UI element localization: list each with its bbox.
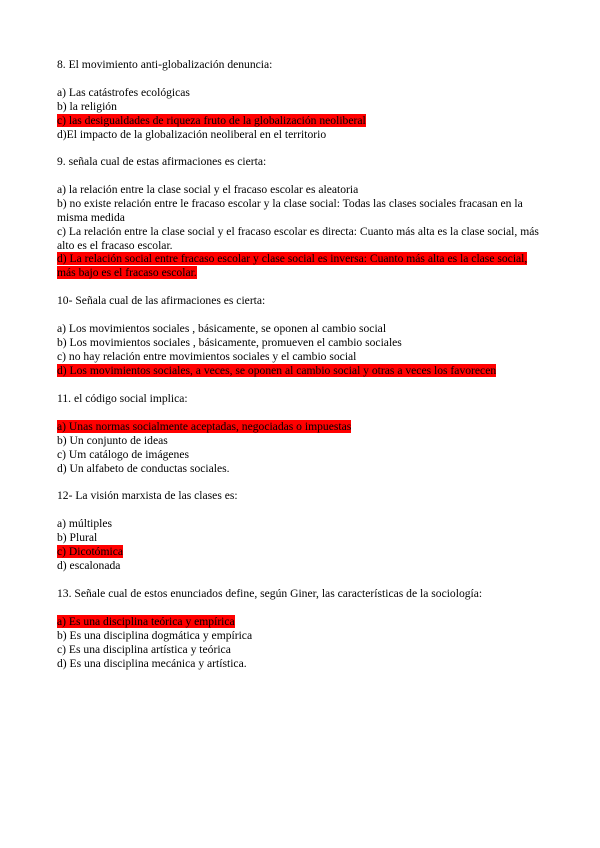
- answer-option-d: d) escalonada: [57, 558, 121, 572]
- answer-option-c: c) Es una disciplina artística y teórica: [57, 642, 231, 656]
- answer-option-c-highlighted: c) las desigualdades de riqueza fruto de la globalización neoliberal: [57, 113, 366, 127]
- answer-option-d: d) Es una disciplina mecánica y artística.: [57, 656, 247, 670]
- answer-option-c: c) La relación entre la clase social y el fracaso escolar es directa: Cuanto más alta es la clase social, más alto es el fracaso escolar.: [57, 224, 539, 252]
- question-stem: 9. señala cual de estas afirmaciones es cierta:: [57, 155, 267, 168]
- answer-option-b: b) la religión: [57, 99, 117, 113]
- answer-option-d-highlighted: d) La relación social entre fracaso escolar y clase social es inversa: Cuanto más alta es la clase social, más bajo es el fracaso escolar.: [57, 252, 528, 280]
- answer-option-a-highlighted: a) Es una disciplina teórica y empírica: [57, 614, 235, 628]
- answer-option-a: a) la relación entre la clase social y el fracaso escolar es aleatoria: [57, 182, 359, 196]
- answer-option-d-highlighted: d) Los movimientos sociales, a veces, se oponen al cambio social y otras a veces los favorecen: [57, 363, 497, 377]
- question-stem: 8. El movimiento anti-globalización denuncia:: [57, 58, 273, 71]
- answer-option-b: b) no existe relación entre le fracaso escolar y la clase social: Todas las clases sociales fracasan en la misma medida: [57, 196, 523, 224]
- question-8: [57, 58, 547, 142]
- question-10: [57, 294, 547, 378]
- answer-option-b: b) Es una disciplina dogmática y empírica: [57, 628, 253, 642]
- question-stem: 12- La visión marxista de las clases es:: [57, 489, 238, 502]
- answer-option-a: a) Los movimientos sociales , básicamente, se oponen al cambio social: [57, 321, 387, 335]
- answer-option-d: d)El impacto de la globalización neoliberal en el territorio: [57, 127, 327, 141]
- question-9: [57, 155, 547, 280]
- question-stem: 10- Señala cual de las afirmaciones es cierta:: [57, 294, 266, 307]
- answer-option-a: a) múltiples: [57, 516, 113, 530]
- question-12: [57, 489, 547, 573]
- answer-option-b: b) Plural: [57, 530, 98, 544]
- answer-option-c-highlighted: c) Dicotómica: [57, 544, 123, 558]
- answer-option-a: a) Las catástrofes ecológicas: [57, 85, 190, 99]
- answer-option-b: b) Los movimientos sociales , básicamente, promueven el cambio sociales: [57, 335, 402, 349]
- answer-option-d: d) Un alfabeto de conductas sociales.: [57, 461, 230, 475]
- answer-option-a-highlighted: a) Unas normas socialmente aceptadas, negociadas o impuestas: [57, 419, 352, 433]
- answer-option-b: b) Un conjunto de ideas: [57, 433, 168, 447]
- answer-option-c: c) Um catálogo de imágenes: [57, 447, 189, 461]
- question-11: [57, 392, 547, 476]
- question-stem: 13. Señale cual de estos enunciados define, según Giner, las características de la sociología:: [57, 587, 483, 600]
- question-stem: 11. el código social implica:: [57, 392, 188, 405]
- question-13: [57, 587, 547, 671]
- answer-option-c: c) no hay relación entre movimientos sociales y el cambio social: [57, 349, 357, 363]
